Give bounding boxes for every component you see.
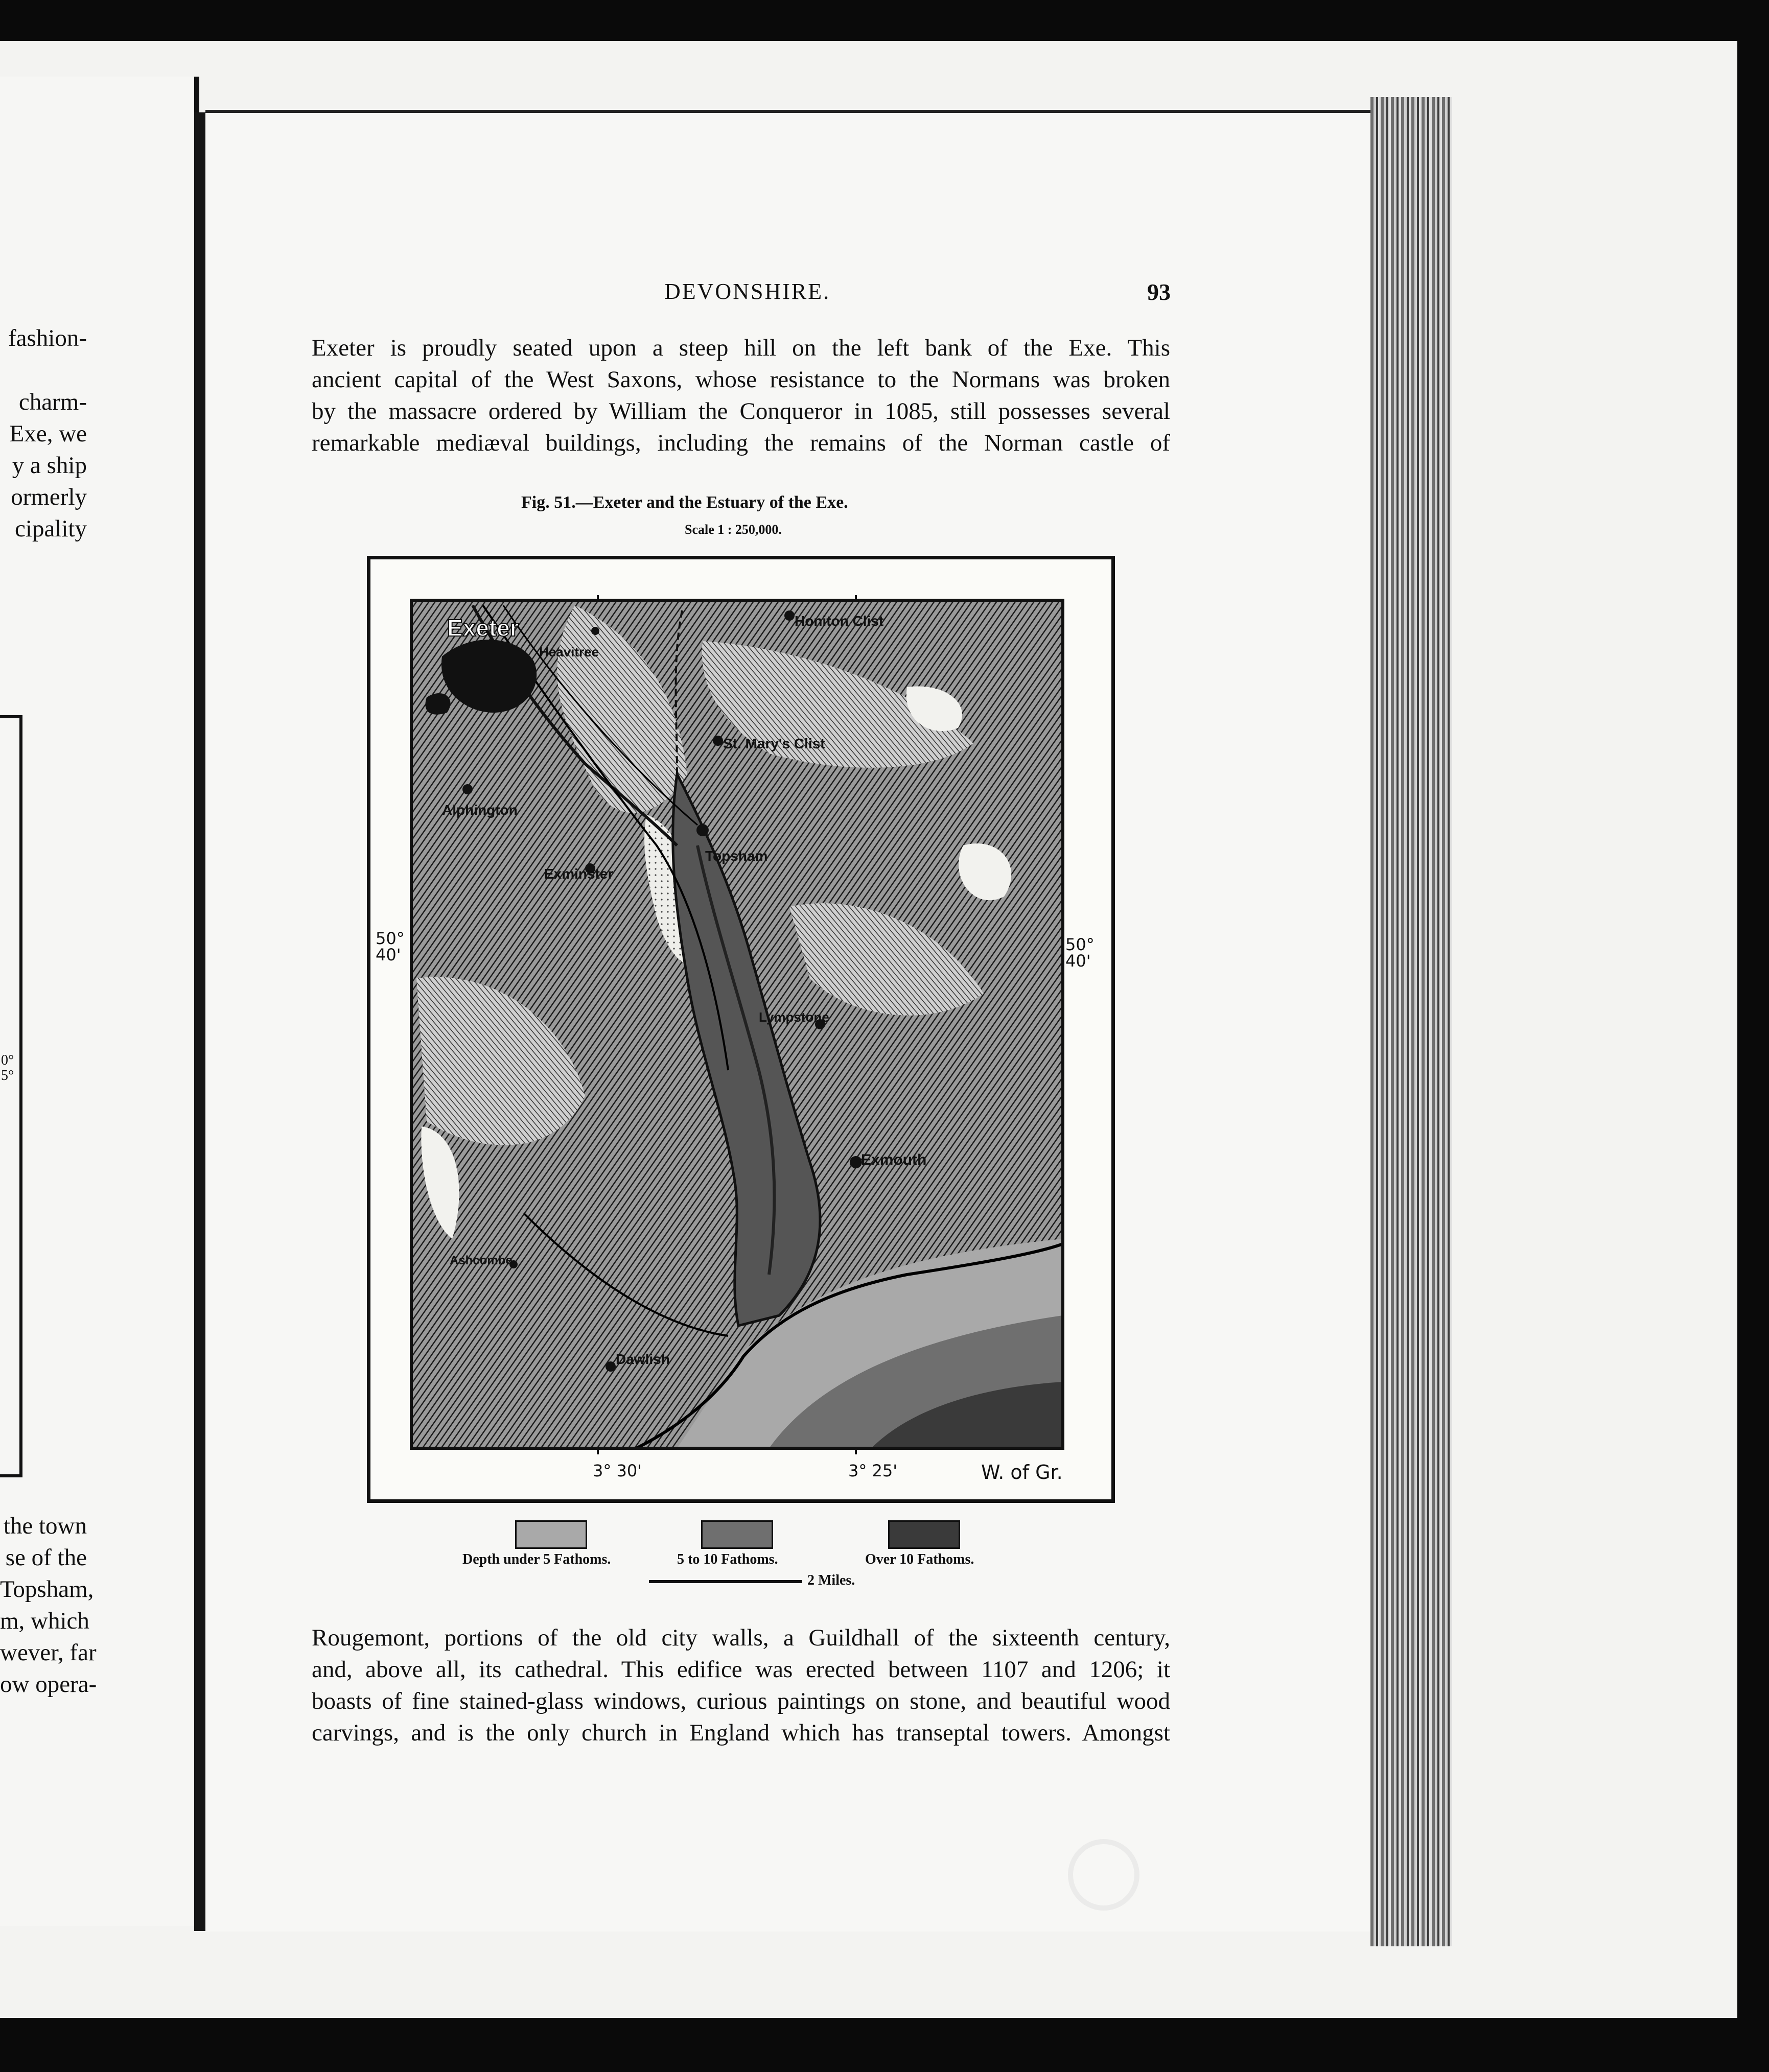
facing-page-line: wever, far: [0, 1639, 97, 1666]
paragraph-line: by the massacre ordered by William the Conqueror in 1085, still possesses several: [312, 398, 1170, 425]
place-label: Topsham: [705, 848, 768, 864]
facing-page-coord: 0°: [1, 1052, 14, 1068]
legend-label: Depth under 5 Fathoms.: [462, 1551, 611, 1567]
paragraph-line: and, above all, its cathedral. This edifice was erected between 1107 and 1206; it: [312, 1656, 1170, 1683]
longitude-label: 3° 25': [848, 1461, 898, 1480]
figure-caption: Fig. 51.—Exeter and the Estuary of the Exe.: [521, 493, 848, 512]
facing-page-line: fashion-: [8, 325, 87, 351]
place-label: Exmouth: [861, 1151, 927, 1168]
place-label: Alphington: [442, 802, 518, 818]
paragraph-line: boasts of fine stained-glass windows, curious paintings on stone, and beautiful wood: [312, 1688, 1170, 1714]
legend-swatch-medium: [701, 1520, 773, 1549]
latitude-label: 50°: [376, 929, 405, 948]
legend-swatch-deep: [888, 1520, 960, 1549]
facing-page-line: Exe, we: [9, 420, 87, 447]
place-label: Lympstone: [759, 1009, 829, 1025]
legend-swatch-shallow: [515, 1520, 587, 1549]
facing-page-line: ow opera-: [0, 1671, 97, 1698]
page-number: 93: [1147, 279, 1171, 305]
place-label: Dawlish: [616, 1351, 670, 1367]
legend-label: 5 to 10 Fathoms.: [677, 1551, 778, 1567]
book-spine: [194, 112, 205, 1931]
facing-page-line: ormerly: [11, 484, 87, 510]
facing-page-map-edge: [0, 715, 22, 1477]
paragraph-line: remarkable mediæval buildings, including the remains of the Norman castle of: [312, 430, 1170, 456]
scale-bar: [649, 1580, 802, 1583]
place-label: St. Mary's Clist: [723, 736, 825, 751]
facing-page-line: y a ship: [12, 452, 87, 479]
paragraph-line: ancient capital of the West Saxons, whose resistance to the Normans was broken: [312, 366, 1170, 393]
place-label: Heavitree: [539, 644, 599, 660]
paragraph-line: Exeter is proudly seated upon a steep hill on the left bank of the Exe. This: [312, 335, 1170, 361]
place-label: Exeter: [447, 615, 519, 641]
running-title: DEVONSHIRE.: [664, 279, 831, 304]
scan-smudge: [1068, 1839, 1139, 1911]
map-image: [370, 559, 1104, 1492]
figure-scale: Scale 1 : 250,000.: [685, 522, 782, 537]
facing-page-line: cipality: [15, 515, 87, 542]
longitude-label: 3° 30': [593, 1461, 642, 1480]
latitude-label: 40': [1065, 951, 1091, 971]
legend-label: Over 10 Fathoms.: [865, 1551, 974, 1567]
facing-page-coord: 5°: [1, 1068, 14, 1084]
page-edges: [1370, 97, 1452, 1946]
facing-page-line: m, which: [0, 1608, 89, 1634]
facing-page-line: se of the: [5, 1544, 87, 1571]
scale-bar-label: 2 Miles.: [807, 1572, 855, 1588]
facing-page-line: the town: [3, 1513, 87, 1539]
latitude-label: 40': [376, 945, 401, 964]
paragraph-line: Rougemont, portions of the old city walls, a Guildhall of the sixteenth century,: [312, 1624, 1170, 1651]
place-label: Exminster: [544, 866, 614, 882]
latitude-label: 50°: [1065, 935, 1095, 954]
map-frame: [367, 556, 1115, 1503]
facing-page: [0, 77, 199, 1926]
facing-page-line: Topsham,: [0, 1576, 94, 1603]
paragraph-line: carvings, and is the only church in England which has transeptal towers. Amongst: [312, 1720, 1170, 1746]
meridian-note: W. of Gr.: [981, 1461, 1063, 1484]
place-label: Ashcombe: [450, 1254, 513, 1267]
place-label: Honiton Clist: [795, 613, 884, 629]
facing-page-line: charm-: [18, 389, 87, 415]
